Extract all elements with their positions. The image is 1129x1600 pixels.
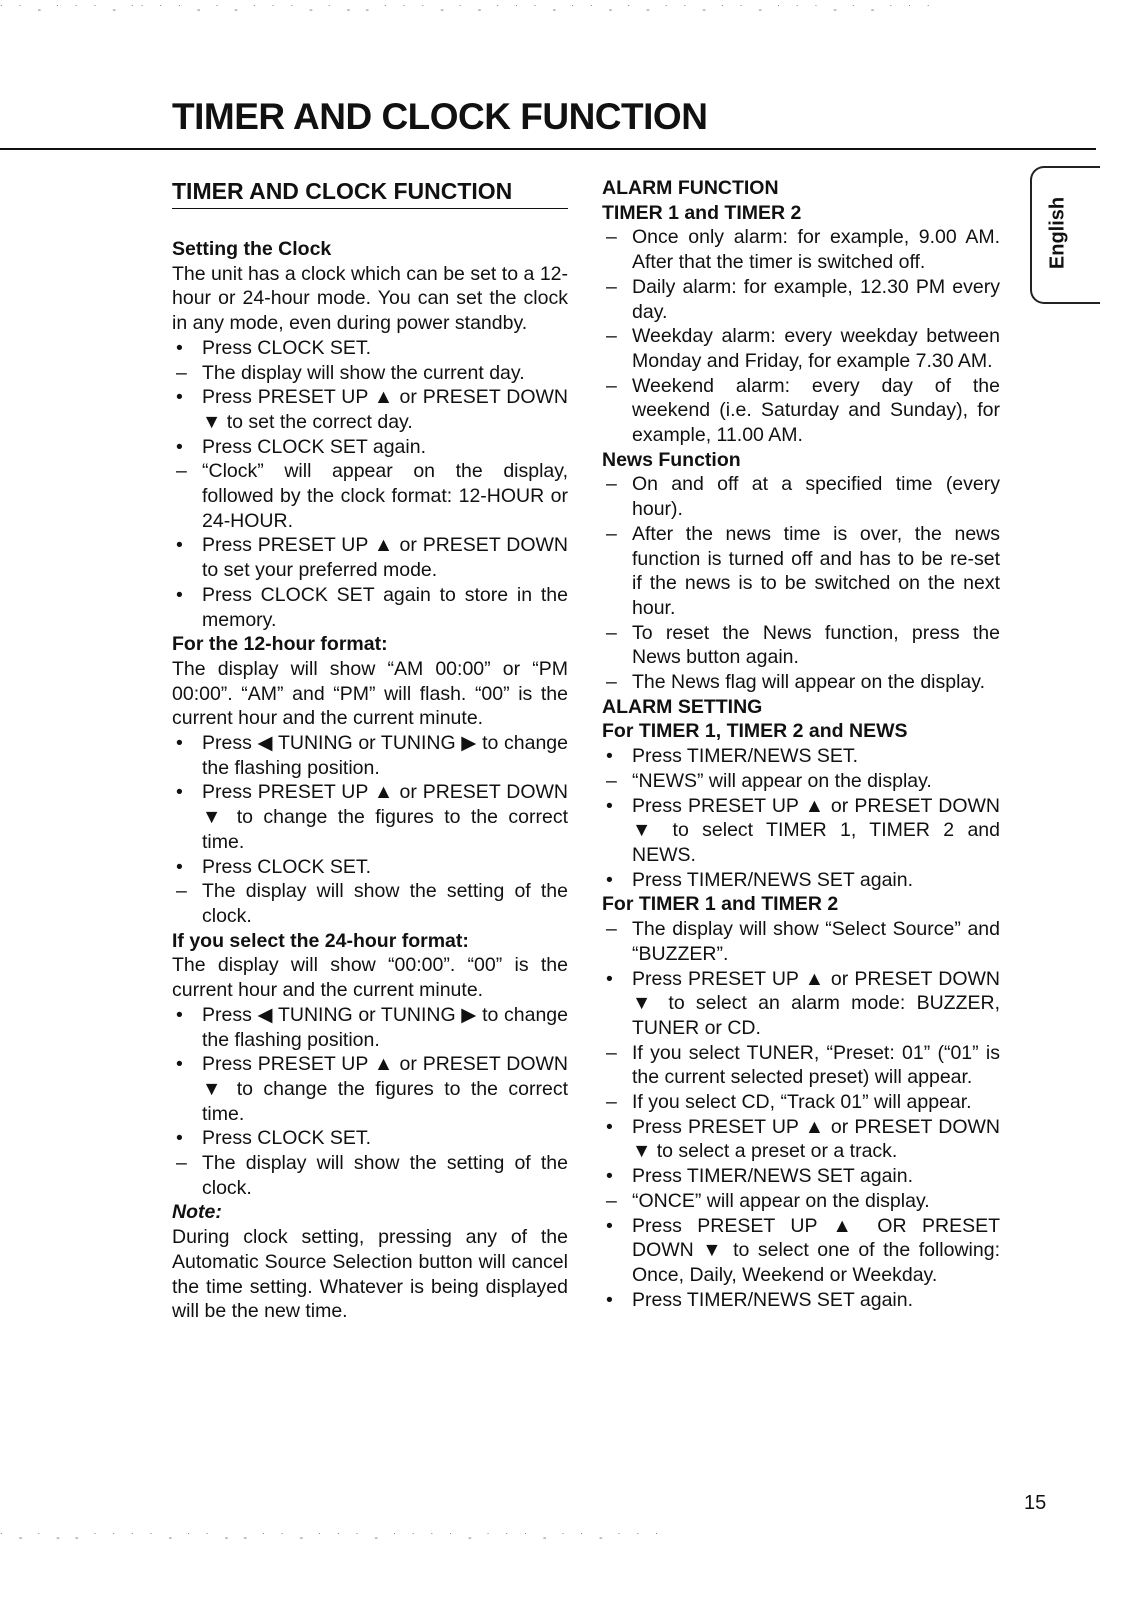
step-text: Press TIMER/NEWS SET again. xyxy=(632,1165,914,1188)
dash-icon: – xyxy=(606,226,617,249)
dash-icon: – xyxy=(606,1041,617,1064)
bullet-step xyxy=(172,1126,568,1151)
dash-icon: – xyxy=(176,460,187,483)
dash-icon: – xyxy=(606,325,617,348)
bullet-icon: • xyxy=(606,1288,613,1311)
bullet-icon: • xyxy=(606,745,613,768)
dash-icon: – xyxy=(606,621,617,644)
format-24-heading: If you select the 24-hour format: xyxy=(172,929,469,952)
bullet-step xyxy=(602,744,1000,769)
alarm-setting-heading: ALARM SETTING xyxy=(602,695,763,718)
step-text: The display will show the setting of the clock. xyxy=(202,1152,568,1199)
step-text: The display will show “Select Source” and “BUZZER”. xyxy=(632,918,1000,965)
note-heading: Note: xyxy=(172,1201,222,1224)
step-text: Daily alarm: for example, 12.30 PM every day. xyxy=(632,275,1000,323)
dash-note xyxy=(602,225,1000,274)
bullet-icon: • xyxy=(606,794,613,817)
bullet-step xyxy=(602,1288,1000,1313)
bullet-step xyxy=(602,1214,1000,1288)
dash-icon: – xyxy=(176,880,187,903)
scan-noise-bottom: ˙ ‐ ˙ ‐ ‐ ˙ ˙ ˙ ˙ ‐ ˙ ˙ ‐ ‐ ˙ ˙ ‐ ˙ ˙ ˙ ‐ ˙ ˙ ˙ ˙ ‐ ˙ ˙ ˙ ‐ ˙ ˙ ‐ ˙ ˙ ˙ xyxy=(0,1532,665,1544)
dash-icon: – xyxy=(606,918,617,941)
section-title: TIMER AND CLOCK FUNCTION xyxy=(172,176,568,209)
alarm-function-heading: ALARM FUNCTION xyxy=(602,177,779,199)
step-text: After the news time is over, the news function is turned off and has to be re-set if the news is to be switched on the next hour. xyxy=(632,522,1000,619)
step-text: Press PRESET UP ▲ or PRESET DOWN ▼ to change the figures to the correct time. xyxy=(202,1053,568,1125)
step-text: Press CLOCK SET again. xyxy=(202,435,426,458)
step-text: Press PRESET UP ▲ or PRESET DOWN ▼ to select a preset or a track. xyxy=(632,1115,1000,1163)
bullet-step xyxy=(172,533,568,582)
dash-note xyxy=(602,917,1000,966)
dash-note xyxy=(602,522,1000,621)
step-text: On and off at a specified time (every hour). xyxy=(632,473,1000,521)
dash-icon: – xyxy=(606,769,617,792)
news-function-heading: News Function xyxy=(602,448,741,471)
page-title: TIMER AND CLOCK FUNCTION xyxy=(172,96,708,137)
dash-icon: – xyxy=(606,473,617,496)
dash-note xyxy=(602,324,1000,373)
dash-icon: – xyxy=(606,522,617,545)
dash-note xyxy=(172,879,568,928)
step-text: If you select CD, “Track 01” will appear. xyxy=(632,1091,972,1114)
step-text: Once only alarm: for example, 9.00 AM. After that the timer is switched off. xyxy=(632,226,1000,274)
setting-clock-heading: Setting the Clock xyxy=(172,238,332,260)
step-text: Press PRESET UP ▲ or PRESET DOWN ▼ to select TIMER 1, TIMER 2 and NEWS. xyxy=(632,794,1000,866)
bullet-step xyxy=(172,336,568,361)
step-text: Press CLOCK SET again to store in the memory. xyxy=(202,583,568,631)
bullet-icon: • xyxy=(606,868,613,891)
dash-note xyxy=(602,1189,1000,1214)
setting-clock-intro: The unit has a clock which can be set to a 12-hour or 24-hour mode. You can set the clock in any mode, even during power standby. xyxy=(172,262,568,335)
alarm-setting-steps xyxy=(602,744,1000,892)
step-text: Press TIMER/NEWS SET again. xyxy=(632,868,914,891)
bullet-icon: • xyxy=(176,386,183,409)
bullet-icon: • xyxy=(606,1165,613,1188)
step-text: Press PRESET UP ▲ OR PRESET DOWN ▼ to select one of the following: Once, Daily, Weekend or Weekday. xyxy=(632,1214,1000,1286)
step-text: “ONCE” will appear on the display. xyxy=(632,1189,930,1212)
format-12-intro: The display will show “AM 00:00” or “PM 00:00”. “AM” and “PM” will flash. “00” is the current hour and the current minute. xyxy=(172,657,568,730)
step-text: Press ◀ TUNING or TUNING ▶ to change the flashing position. xyxy=(202,1003,568,1051)
bullet-icon: • xyxy=(176,336,183,359)
dash-note xyxy=(602,374,1000,448)
step-text: Press PRESET UP ▲ or PRESET DOWN ▼ to set the correct day. xyxy=(202,386,568,433)
step-text: Press TIMER/NEWS SET. xyxy=(632,745,859,768)
step-text: Press CLOCK SET. xyxy=(202,855,372,878)
dash-note xyxy=(602,275,1000,324)
step-text: Weekday alarm: every weekday between Monday and Friday, for example 7.30 AM. xyxy=(632,325,1000,372)
timer-setup-steps xyxy=(602,917,1000,1312)
bullet-icon: • xyxy=(176,1127,183,1150)
bullet-step xyxy=(172,1052,568,1126)
format-24-steps xyxy=(172,1003,568,1201)
dash-icon: – xyxy=(176,1152,187,1175)
step-text: Press CLOCK SET. xyxy=(202,1127,372,1150)
bullet-step xyxy=(172,583,568,632)
bullet-step xyxy=(602,1115,1000,1164)
news-function-list xyxy=(602,472,1000,694)
step-text: Press PRESET UP ▲ or PRESET DOWN ▼ to select an alarm mode: BUZZER, TUNER or CD. xyxy=(632,967,1000,1039)
bullet-step xyxy=(602,868,1000,893)
dash-icon: – xyxy=(176,361,187,384)
dash-icon: – xyxy=(606,1189,617,1212)
bullet-icon: • xyxy=(176,1053,183,1076)
dash-note xyxy=(602,1090,1000,1115)
step-text: Press CLOCK SET. xyxy=(202,336,372,359)
dash-note xyxy=(602,621,1000,670)
language-tab-label: English xyxy=(1046,196,1069,270)
format-12-steps xyxy=(172,731,568,929)
scan-noise-top: ˙ ˙ ‐ ˙ ˙ ˙ ‐ ˙˙ ˙ ˙ ‐ ˙ ‐ ˙ ˙ ˙ ‐ ˙ ‐ ‐ ˙ ˙ ˙ ‐ ˙ ‐ ˙ ˙ ˙ ‐ ˙ ˙ ‐ ˙ ‐ ˙ ˙ ‐ ˙ ˙ ‐ ˙ ˙ ˙ ‐ ˙ ‐ ˙ ˙ ˙ xyxy=(0,4,937,16)
alarm-setting-subheading: For TIMER 1, TIMER 2 and NEWS xyxy=(602,720,908,743)
step-text: Press PRESET UP ▲ or PRESET DOWN to set your preferred mode. xyxy=(202,534,568,582)
step-text: The display will show the current day. xyxy=(202,361,525,384)
bullet-step xyxy=(602,794,1000,868)
dash-icon: – xyxy=(606,374,617,397)
step-text: To reset the News function, press the News button again. xyxy=(632,621,1000,669)
dash-note xyxy=(602,1041,1000,1090)
format-24-intro: The display will show “00:00”. “00” is the current hour and the current minute. xyxy=(172,954,568,1002)
step-text: Weekend alarm: every day of the weekend (i.e. Saturday and Sunday), for example, 11.00 AM. xyxy=(632,374,1000,447)
bullet-step xyxy=(172,855,568,880)
bullet-icon: • xyxy=(176,583,183,606)
dash-note xyxy=(172,459,568,533)
dash-note xyxy=(602,769,1000,794)
alarm-function-list xyxy=(602,225,1000,447)
step-text: The display will show the setting of the clock. xyxy=(202,880,568,927)
bullet-icon: • xyxy=(176,781,183,804)
note-text: During clock setting, pressing any of the Automatic Source Selection button will cancel the time setting. Whatever is being displayed will be the new time. xyxy=(172,1226,568,1323)
step-text: Press ◀ TUNING or TUNING ▶ to change the flashing position. xyxy=(202,732,568,779)
step-text: “NEWS” will appear on the display. xyxy=(632,769,932,792)
setting-clock-steps xyxy=(172,336,568,632)
dash-note xyxy=(602,670,1000,695)
dash-note xyxy=(172,1151,568,1200)
bullet-icon: • xyxy=(176,855,183,878)
bullet-step xyxy=(172,780,568,854)
bullet-icon: • xyxy=(606,967,613,990)
bullet-step xyxy=(602,1164,1000,1189)
bullet-step xyxy=(172,731,568,780)
left-column xyxy=(172,176,568,1324)
bullet-icon: • xyxy=(176,534,183,557)
bullet-icon: • xyxy=(606,1115,613,1138)
dash-note xyxy=(602,472,1000,521)
dash-icon: – xyxy=(606,671,617,694)
bullet-step xyxy=(172,1003,568,1052)
bullet-step xyxy=(172,385,568,434)
alarm-function-subheading: TIMER 1 and TIMER 2 xyxy=(602,201,802,224)
bullet-step xyxy=(172,435,568,460)
bullet-icon: • xyxy=(176,1003,183,1026)
dash-note xyxy=(172,361,568,386)
title-rule xyxy=(0,148,1096,150)
step-text: If you select TUNER, “Preset: 01” (“01” is the current selected preset) will appear. xyxy=(632,1041,1000,1089)
bullet-icon: • xyxy=(606,1214,613,1237)
right-column xyxy=(602,176,1000,1312)
dash-icon: – xyxy=(606,275,617,298)
bullet-icon: • xyxy=(176,435,183,458)
step-text: Press TIMER/NEWS SET again. xyxy=(632,1288,914,1311)
step-text: The News flag will appear on the display. xyxy=(632,671,985,694)
format-12-heading: For the 12-hour format: xyxy=(172,633,388,656)
page-number: 15 xyxy=(1024,1492,1047,1514)
dash-icon: – xyxy=(606,1091,617,1114)
step-text: “Clock” will appear on the display, followed by the clock format: 12-HOUR or 24-HOUR. xyxy=(202,460,568,532)
bullet-icon: • xyxy=(176,732,183,755)
timer-setup-heading: For TIMER 1 and TIMER 2 xyxy=(602,893,839,916)
step-text: Press PRESET UP ▲ or PRESET DOWN ▼ to change the figures to the correct time. xyxy=(202,781,568,853)
bullet-step xyxy=(602,967,1000,1041)
